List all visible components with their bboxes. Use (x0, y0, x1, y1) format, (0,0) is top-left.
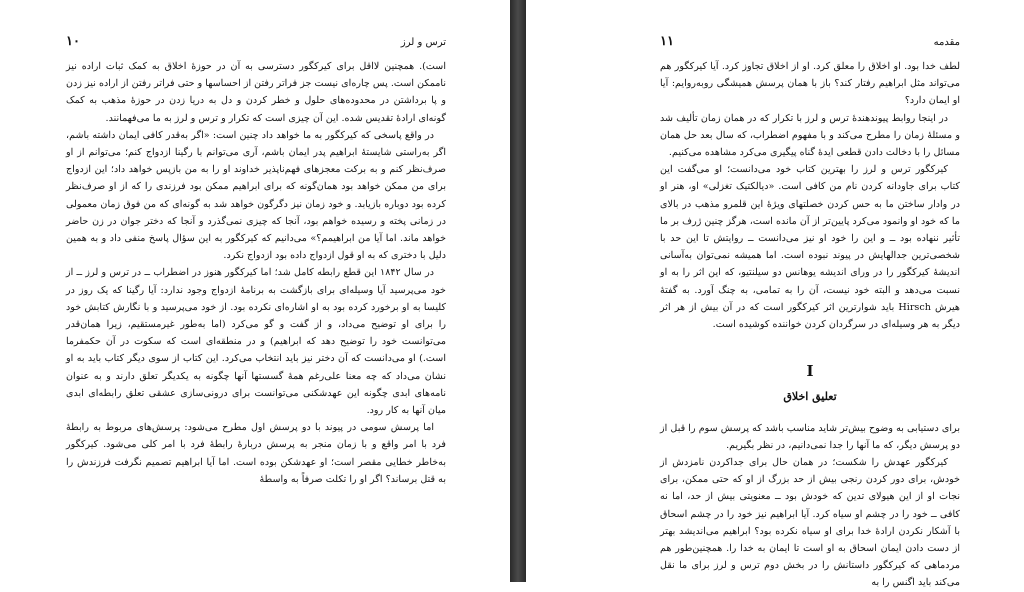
paragraph: در اینجا روابط پیوندهندهٔ ترس و لرز با تکرار که در همان زمان تألیف شد و مسئلهٔ زمان را مطرح می‌کند و با مفهوم اضطراب، که سال بعد حل همان مسائل را با دخالت دادن قطعی ایدهٔ گناه پیگیری می‌کرد مشاهده می‌کنیم. (660, 112, 960, 159)
left-page (0, 0, 510, 582)
right-page (526, 0, 1024, 589)
right-running-head: مقدمه (933, 37, 960, 48)
section-title: تعلیق اخلاق (783, 390, 837, 404)
paragraph: در واقع پاسخی که کیرکگور به ما خواهد داد چنین است: «اگر به‌قدر کافی ایمان داشته باشم، اگر به‌راستی شایستهٔ ابراهیم پدر ایمان باشم، آری می‌توانم با رگینا ازدواج کنم؛ می‌توانم از او صرف‌نظر کنم و به برکت معجزهای فهم‌ناپذیر خداوند او را به من بازپس خواهد داد؛ این ازدواج برای من ممکن خواهد بود همان‌گونه که برای ابراهیم ممکن بود فرزندی را که از او صرف‌نظر کرده بود دوباره بازیابد. و خود زمان نیز دگرگون خواهد شد به گونه‌ای که من فوق زمان معمولی در زمانی پخته و رسیده خواهم بود، آنجا که چیزی نمی‌گذرد و آنجا که دختر جوان در زن حاضر خواهد ماند. اما آیا من ابراهیمم؟» می‌دانیم که کیرکگور به این سؤال پاسخ منفی داد و به همین دلیل با دختری که به او قول ازدواج داده بود ازدواج نکرد. (66, 129, 446, 262)
right-page-header (660, 34, 960, 49)
paragraph: در سال ۱۸۴۲ این قطع رابطه کامل شد؛ اما کیرکگور هنوز در اضطراب ــ در ترس و لرز ــ از خود می‌پرسید آیا وسیله‌ای برای بازگشت به برنامهٔ ازدواج وجود ندارد: آیا رگینا که یک روز در کلیسا به او برخورد کرده بود به او اشاره‌ای نکرده بود. از خود می‌پرسید و با نگارش کتابش خود را برای او توضیح می‌داد، و از گفت و گو می‌کرد (اما به‌طور غیرمستقیم، زیرا همان‌قدر می‌توانست خود را توضیح دهد که ابراهیم) و در منطقه‌ای است که سکوت در آن حکمفرما است.) او می‌دانست که آن دختر نیز باید انتخاب می‌کرد. این کتاب از سوی دیگر کتاب باید به او نشان می‌داد که چه معنا علی‌رغم همهٔ گسستها آنها چگونه به یکدیگر تعلق دارند و به عنوان نامه‌های ابدی چگونه این عهدشکنی می‌توانست برای درونی‌سازی عشقی تعلق رابطه‌ای ابدی میان آنها به کار رود. (66, 267, 446, 417)
paragraph: اما پرسش سومی در پیوند با دو پرسش اول مطرح می‌شود: پرسش‌های مربوط به رابطهٔ فرد با امر واقع و با زمان منجر به پرسش دربارهٔ رابطهٔ فرد با امر کلی می‌شود. کیرکگور به‌خاطر خطایی مقصر است؛ او عهدشکن بوده است. اما آیا ابراهیم تصمیم نگرفت فرزندش را به قتل برساند؟ اگر او را تکلت صرفاً به واسطهٔ (66, 422, 446, 485)
right-page-body (660, 58, 960, 592)
left-running-head: ترس و لرز (400, 37, 446, 48)
left-page-number: ۱۰ (66, 34, 80, 49)
paragraph: کیرکگور عهدش را شکست؛ در همان حال برای جداکردن نامزدش از خودش، برای دور کردن رنجی بیش از حد بزرگ از او که حتی ممکن، برای نجات او از این هیولای تدین که خودش بود ــ معنویتی بیش از حد، اما نه کافی ــ خود را در چشم او سیاه کرد. آیا ابراهیم نیز خود را در چشم اسحاق با آشکار نکردن ارادهٔ خدا برای او سیاه نکرده بود؟ ابراهیم می‌اندیشد بهتر از دست دادن ایمان اسحاق به او است تا ایمان به خدا را. همچنین‌طور هم مرد‌ماهی که کیرکگور داستانش را در بخش دوم ترس و لرز برای ما نقل می‌کند باید اگنس را به (660, 457, 960, 589)
left-page-body (66, 58, 446, 488)
paragraph: است). همچنین لااقل برای کیرکگور دسترسی به آن در حوزهٔ اخلاق به کمک ثبات اراده نیز ناممکن است. پس چاره‌ای نیست جز فراتر رفتن از احساسها و حتی فراتر رفتن از اراده نیز زدن و پا برداشتن در محدوده‌های حلول و خطر کردن و دل به دریا زدن در حوزهٔ مذهب به کمک گونه‌ای ارادهٔ تقدیس شده. این آن چیزی است که تکرار و ترس و لرز به ما می‌فهمانند. (66, 61, 446, 124)
left-page-header (66, 34, 446, 49)
paragraph: کیرکگور ترس و لرز را بهترین کتاب خود می‌دانست؛ او می‌گفت این کتاب برای جاودانه کردن نام من کافی است. «دیالکتیک تغزلی» او، هنر او در وادار ساختن ما به حس کردن خصلتهای ویژهٔ این قلمرو مذهب در بالای ما که خود او وانمود می‌کرد پایین‌تر از آن مانده است، هرگز چنین ژرف بر ما تأثیر ننهاده بود ــ و این را خود او نیز می‌دانست ــ روایتش تا این حد با شخصی‌ترین جدالهایش در پیوند نبوده است. اما همیشه نمی‌توان به‌آسانی اندیشهٔ کیرکگور را در ورای اندیشه یوهانس دو سیلنتیو، که این اثر را به او نسبت می‌دهد و البته خود نیست، آن را به تمامی، به چنگ آورد. به گفتهٔ هیرش Hirsch باید شوارترین اثر کیرکگور است که در آن بیش از هر اثر دیگر به هر وسیله‌ای در سرگردان کردن خواننده کوشیده است. (660, 164, 960, 331)
right-page-number: ۱۱ (660, 34, 674, 49)
book-spine (510, 0, 526, 582)
section-numeral: I (806, 362, 814, 381)
paragraph: برای دستیابی به وضوح بیش‌تر شاید مناسب باشد که پرسش سوم را قبل از دو پرسش دیگر، که ما آنها را جدا نمی‌دانیم، در نظر بگیریم. (660, 422, 960, 451)
paragraph: لطف خدا بود. او اخلاق را معلق کرد. او از اخلاق تجاوز کرد. آیا کیرکگور هم می‌تواند مثل ابراهیم رفتار کند؟ باز با همان پرسش همیشگی روبه‌روایم: آیا او ایمان دارد؟ (660, 61, 960, 107)
